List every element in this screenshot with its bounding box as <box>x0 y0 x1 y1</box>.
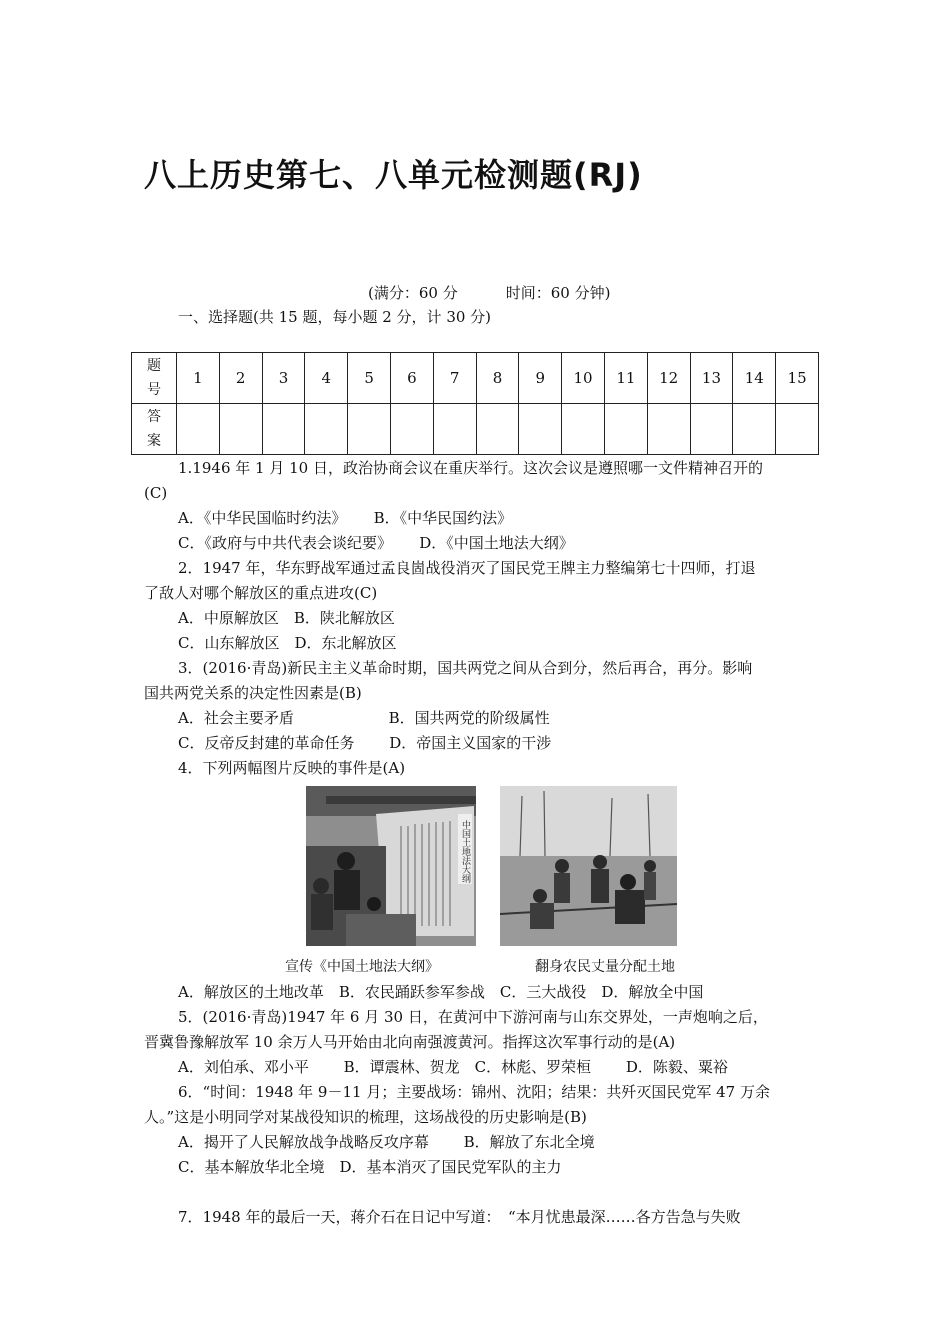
option-line: A．中原解放区 B．陕北解放区 <box>178 609 395 627</box>
number-cell: 1 <box>177 353 220 404</box>
number-cell: 10 <box>562 353 605 404</box>
section-heading: 一、选择题(共 15 题，每小题 2 分，计 30 分) <box>178 308 492 326</box>
number-cell: 9 <box>519 353 562 404</box>
question-2-cont: 了敌人对哪个解放区的重点进攻(C) <box>144 584 378 602</box>
question-5-cont: 晋冀鲁豫解放军 10 余万人马开始由北向南强渡黄河。指挥这次军事行动的是(A) <box>144 1033 676 1051</box>
option-line: A．揭开了人民解放战争战略反攻序幕 B．解放了东北全境 <box>178 1133 595 1151</box>
header-cell <box>132 404 177 455</box>
photo-caption-right: 翻身农民丈量分配土地 <box>535 959 675 975</box>
answer-cell[interactable] <box>305 404 348 455</box>
option-line: A．社会主要矛盾 B．国共两党的阶级属性 <box>178 709 550 727</box>
exam-meta <box>368 283 610 303</box>
header-cell <box>132 353 177 404</box>
option-line: A．解放区的土地改革 B．农民踊跃参军参战 C．三大战役 D．解放全中国 <box>178 983 704 1001</box>
answer-cell[interactable] <box>390 404 433 455</box>
full-score: (满分：60 分 <box>368 284 458 302</box>
question-1: 1.1946 年 1 月 10 日，政治协商会议在重庆举行。这次会议是遵照哪一文件精神召开的 <box>178 459 763 477</box>
answer-cell[interactable] <box>562 404 605 455</box>
number-cell: 14 <box>733 353 776 404</box>
answer-cell[interactable] <box>476 404 519 455</box>
option-line: C．山东解放区 D．东北解放区 <box>178 634 397 652</box>
farmers-illustration <box>500 786 677 946</box>
question-2: 2．1947 年，华东野战军通过孟良崮战役消灭了国民党王牌主力整编第七十四师，打退 <box>178 559 756 577</box>
answer-cell[interactable] <box>647 404 690 455</box>
question-3-cont: 国共两党关系的决定性因素是(B) <box>144 684 362 702</box>
option-line: C．基本解放华北全境 D．基本消灭了国民党军队的主力 <box>178 1158 562 1176</box>
header-label: 题号 <box>147 358 161 398</box>
answer-cell[interactable] <box>690 404 733 455</box>
answer-cell[interactable] <box>604 404 647 455</box>
question-1-answer: (C) <box>144 484 168 502</box>
number-cell: 11 <box>604 353 647 404</box>
land-measuring-photo <box>500 786 677 946</box>
number-cell: 15 <box>776 353 819 404</box>
number-cell: 3 <box>262 353 305 404</box>
number-cell: 2 <box>219 353 262 404</box>
answer-table <box>131 352 819 455</box>
option-line: C．反帝反封建的革命任务 D．帝国主义国家的干涉 <box>178 734 552 752</box>
number-cell: 5 <box>348 353 391 404</box>
number-cell: 8 <box>476 353 519 404</box>
option-line: C．《政府与中共代表会谈纪要》 D．《中国土地法大纲》 <box>178 534 574 552</box>
poster-text: 中国土地法大纲 <box>460 820 470 883</box>
answer-cell[interactable] <box>177 404 220 455</box>
propaganda-illustration <box>306 786 476 946</box>
question-7: 7．1948 年的最后一天，蒋介石在日记中写道： “本月忧患最深……各方告急与失败 <box>178 1208 741 1226</box>
number-cell: 12 <box>647 353 690 404</box>
answer-label: 答案 <box>147 409 161 449</box>
number-cell: 6 <box>390 353 433 404</box>
question-3: 3．(2016·青岛)新民主主义革命时期，国共两党之间从合到分，然后再合，再分。影响 <box>178 659 753 677</box>
photo-caption-left: 宣传《中国土地法大纲》 <box>285 959 439 975</box>
option-line: A．刘伯承、邓小平 B．谭震林、贺龙 C．林彪、罗荣桓 D．陈毅、粟裕 <box>178 1058 728 1076</box>
land-law-propaganda-photo <box>306 786 476 946</box>
answer-cell[interactable] <box>733 404 776 455</box>
number-cell: 7 <box>433 353 476 404</box>
question-6: 6．“时间：1948 年 9－11 月；主要战场：锦州、沈阳；结果：共歼灭国民党军 47 万余 <box>178 1083 770 1101</box>
answer-cell[interactable] <box>433 404 476 455</box>
question-number-row <box>132 353 819 404</box>
question-4: 4．下列两幅图片反映的事件是(A) <box>178 759 406 777</box>
time-limit: 时间：60 分钟) <box>505 284 611 302</box>
number-cell: 4 <box>305 353 348 404</box>
answer-cell[interactable] <box>262 404 305 455</box>
question-6-cont: 人。”这是小明同学对某战役知识的梳理，这场战役的历史影响是(B) <box>144 1108 587 1126</box>
answer-cell[interactable] <box>519 404 562 455</box>
answer-cell[interactable] <box>348 404 391 455</box>
question-5: 5．(2016·青岛)1947 年 6 月 30 日，在黄河中下游河南与山东交界处，一声炮响之后， <box>178 1008 768 1026</box>
answer-cell[interactable] <box>776 404 819 455</box>
answer-cell[interactable] <box>219 404 262 455</box>
page-title: 八上历史第七、八单元检测题(RJ) <box>144 156 643 194</box>
option-line: A．《中华民国临时约法》 B．《中华民国约法》 <box>178 509 513 527</box>
number-cell: 13 <box>690 353 733 404</box>
answer-row <box>132 404 819 455</box>
